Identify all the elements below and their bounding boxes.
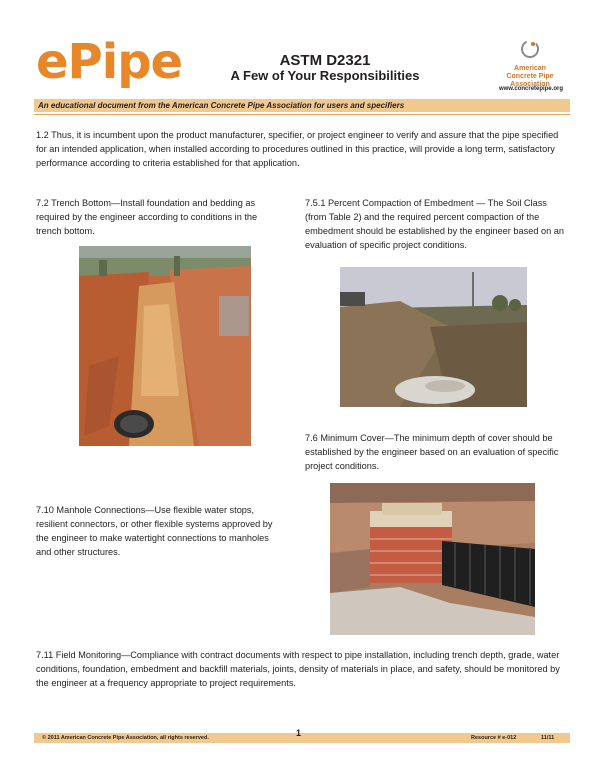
acpa-logo — [490, 38, 570, 89]
section-percent-compaction: 7.5.1 Percent Compaction of Embedment — The Soil Class (from Table 2) and the required percent compaction of the embedment should be established by the engineer based on an evaluation of specific project conditions. — [305, 198, 564, 250]
page-number: 1 — [296, 728, 302, 738]
resource-number: Resource # e-012 — [471, 735, 517, 741]
section-manhole-connections: 7.10 Manhole Connections—Use flexible water stops, resilient connectors, or other flexible systems approved by the engineer to make watertight connections to manholes and other structures. — [36, 505, 273, 557]
section-minimum-cover: 7.6 Minimum Cover—The minimum depth of cover should be established by the engineer based on an evaluation of specific project conditions. — [305, 433, 559, 471]
org-name-line3: Association — [510, 81, 550, 88]
manhole-photo — [330, 483, 535, 635]
intro-paragraph: 1.2 Thus, it is incumbent upon the product manufacturer, specifier, or project engineer to verify and assure that the pipe specified for an intended application, when installed according to procedures outlined in this practice, will provide a long term, satisfactory performance according to criteria established for that application. — [36, 130, 559, 168]
tagline: An educational document from the American Concrete Pipe Association for users and specifiers — [38, 101, 405, 110]
epipe-logo — [36, 32, 182, 92]
resource-date: 11/11 — [541, 735, 555, 741]
section-field-monitoring: 7.11 Field Monitoring—Compliance with contract documents with respect to pipe installation, including trench depth, grade, water conditions, foundation, embedment and backfill materials, joints, density of materials in place, and safety, should be monitored by the engineer at a frequency appropriate to project requirements. — [36, 650, 560, 688]
trench-photo — [79, 246, 251, 446]
acpa-mark-icon — [519, 38, 541, 60]
divider — [34, 114, 570, 115]
logo-text: ePipe — [36, 34, 183, 90]
document-subtitle: A Few of Your Responsibilities — [230, 68, 420, 83]
org-name-line2: Concrete Pipe — [506, 73, 554, 80]
embedment-photo — [340, 267, 527, 407]
copyright: © 2011 American Concrete Pipe Association, all rights reserved. — [42, 735, 209, 741]
document-title: ASTM D2321 — [279, 52, 371, 69]
org-url[interactable]: www.concretepipe.org — [498, 86, 564, 92]
section-trench-bottom: 7.2 Trench Bottom—Install foundation and bedding as required by the engineer according to conditions in the trench bottom. — [36, 198, 258, 236]
org-name-line1: American — [514, 65, 546, 72]
